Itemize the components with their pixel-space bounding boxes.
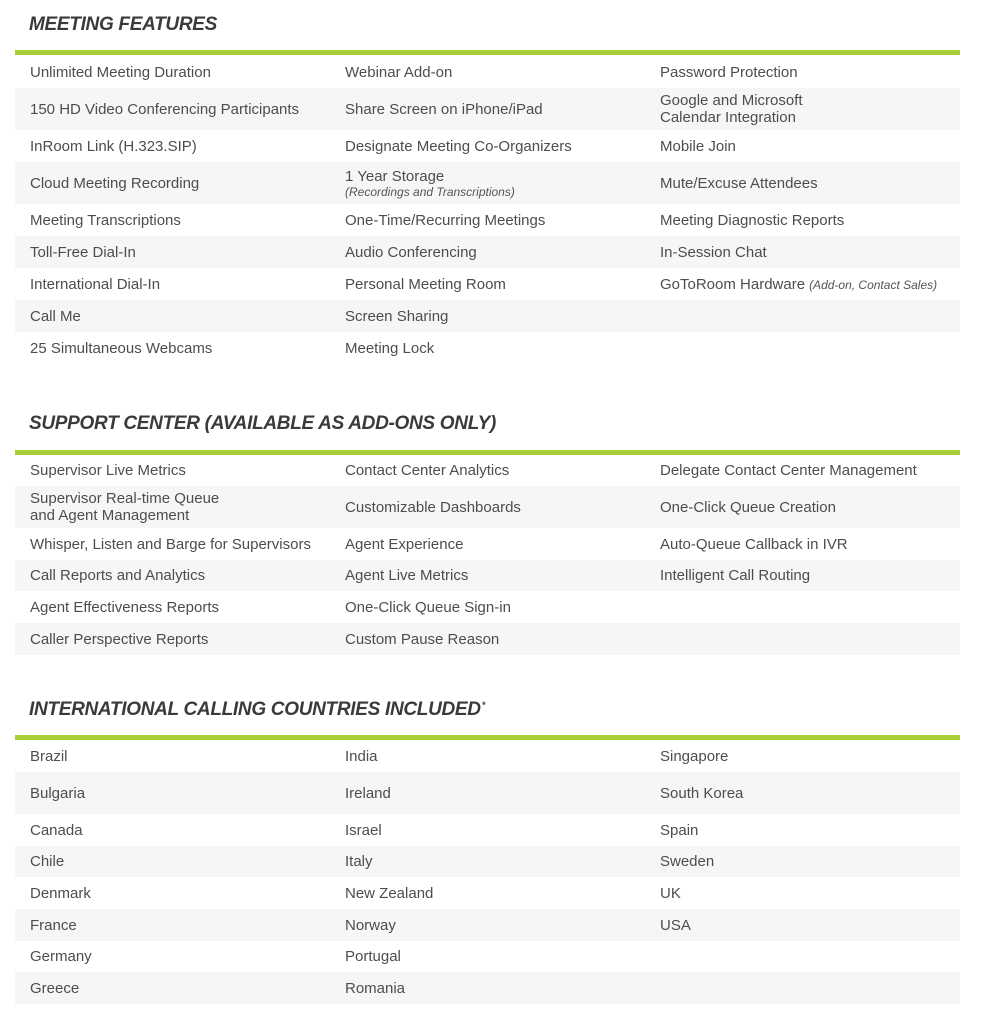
support-center-title: SUPPORT CENTER (AVAILABLE AS ADD-ONS ONLY) — [29, 413, 496, 434]
cell-text: Password Protection — [660, 63, 798, 81]
table-cell — [30, 877, 91, 909]
cell-text: Unlimited Meeting Duration — [30, 63, 211, 81]
table-row — [15, 268, 960, 300]
cell-text: Ireland — [345, 784, 391, 802]
cell-text: Share Screen on iPhone/iPad — [345, 100, 543, 118]
table-cell — [345, 528, 463, 560]
cell-text: Intelligent Call Routing — [660, 567, 811, 584]
table-cell — [660, 909, 691, 941]
table-row — [15, 623, 960, 655]
table-cell — [345, 130, 572, 162]
cell-text: Italy — [345, 853, 373, 870]
table-cell — [345, 268, 506, 300]
international-table — [15, 740, 960, 1004]
cell-inline-note: (Add-on, Contact Sales) — [809, 277, 938, 292]
cell-text: Customizable Dashboards — [345, 498, 521, 516]
cell-text: Denmark — [30, 884, 91, 902]
table-cell — [345, 300, 448, 332]
table-cell — [345, 877, 433, 909]
table-cell — [345, 236, 477, 268]
cell-text: Germany — [30, 948, 92, 965]
table-cell — [345, 623, 499, 655]
table-cell — [345, 772, 391, 814]
cell-text: Spain — [660, 821, 699, 839]
table-cell — [30, 528, 311, 560]
table-cell — [30, 236, 136, 268]
table-cell — [30, 560, 205, 591]
table-cell — [660, 236, 767, 268]
table-cell — [660, 88, 803, 130]
table-row — [15, 130, 960, 162]
cell-text: South Korea — [660, 784, 744, 802]
meeting-features-rule — [15, 50, 960, 55]
table-cell — [30, 591, 219, 623]
table-row — [15, 814, 960, 846]
footnote-mark: * — [481, 699, 485, 710]
cell-text: InRoom Link (H.323.SIP) — [30, 137, 197, 155]
cell-text: India — [345, 747, 378, 765]
table-row — [15, 846, 960, 877]
cell-text: Romania — [345, 979, 406, 997]
table-cell — [345, 88, 543, 130]
table-cell — [30, 941, 92, 972]
cell-text: Call Me — [30, 307, 81, 325]
cell-text: Whisper, Listen and Barge for Supervisors — [30, 535, 311, 553]
cell-text: Designate Meeting Co-Organizers — [345, 137, 572, 155]
table-row — [15, 528, 960, 560]
table-cell — [345, 560, 468, 591]
international-title — [29, 699, 485, 721]
table-cell — [660, 455, 917, 486]
table-cell — [660, 268, 937, 300]
cell-text: Cloud Meeting Recording — [30, 174, 200, 192]
meeting-features-table — [15, 56, 960, 364]
cell-text: Auto-Queue Callback in IVR — [660, 535, 848, 553]
table-row — [15, 88, 960, 130]
table-row — [15, 740, 960, 772]
cell-text: Chile — [30, 853, 65, 870]
table-cell — [30, 814, 83, 846]
table-cell — [345, 591, 511, 623]
cell-text: Personal Meeting Room — [345, 275, 506, 293]
cell-text: Webinar Add-on — [345, 63, 453, 81]
table-cell — [660, 560, 810, 591]
cell-text: Screen Sharing — [345, 307, 449, 325]
table-cell — [30, 162, 199, 204]
table-cell — [660, 740, 728, 772]
table-cell — [345, 486, 521, 528]
cell-text: One-Click Queue Sign-in — [345, 598, 511, 616]
cell-text: Meeting Diagnostic Reports — [660, 211, 845, 229]
cell-text: Supervisor Live Metrics — [30, 462, 186, 479]
table-cell — [660, 528, 848, 560]
cell-text: New Zealand — [345, 884, 434, 902]
table-cell — [30, 268, 160, 300]
cell-text: Meeting Lock — [345, 339, 435, 357]
table-row — [15, 486, 960, 528]
table-cell — [30, 455, 186, 486]
cell-text: One-Time/Recurring Meetings — [345, 211, 546, 229]
table-cell — [345, 909, 396, 941]
table-row — [15, 772, 960, 814]
table-row — [15, 877, 960, 909]
table-cell — [660, 814, 698, 846]
table-cell — [345, 162, 515, 204]
cell-text: Google and Microsoft — [660, 92, 803, 109]
cell-text: Agent Effectiveness Reports — [30, 598, 219, 616]
table-row — [15, 300, 960, 332]
table-cell — [345, 204, 545, 236]
table-row — [15, 909, 960, 941]
cell-note: (Recordings and Transcriptions) — [345, 184, 515, 199]
cell-text: Mobile Join — [660, 137, 736, 155]
cell-text: 150 HD Video Conferencing Participants — [30, 100, 300, 118]
table-cell — [30, 909, 77, 941]
cell-text: Meeting Transcriptions — [30, 211, 181, 229]
cell-text: GoToRoom Hardware — [660, 275, 806, 293]
cell-text: One-Click Queue Creation — [660, 498, 836, 516]
table-cell — [660, 204, 844, 236]
table-row — [15, 455, 960, 486]
table-row — [15, 332, 960, 364]
table-row — [15, 560, 960, 591]
cell-text: Caller Perspective Reports — [30, 630, 209, 648]
support-center-table — [15, 455, 960, 655]
table-row — [15, 591, 960, 623]
table-cell — [345, 56, 452, 88]
table-cell — [345, 846, 373, 877]
table-cell — [30, 772, 85, 814]
table-cell — [345, 740, 378, 772]
table-cell — [345, 941, 401, 972]
cell-text-line2: Calendar Integration — [660, 109, 796, 126]
table-cell — [30, 846, 64, 877]
table-cell — [660, 877, 681, 909]
table-row — [15, 236, 960, 268]
cell-text: Call Reports and Analytics — [30, 567, 206, 584]
cell-text: Israel — [345, 821, 382, 839]
cell-text: USA — [660, 916, 691, 934]
cell-text: Brazil — [30, 747, 68, 765]
cell-text: Canada — [30, 821, 83, 839]
cell-text-line2: and Agent Management — [30, 507, 190, 524]
cell-text: International Dial-In — [30, 275, 161, 293]
meeting-features-title: MEETING FEATURES — [29, 14, 218, 35]
cell-text: In-Session Chat — [660, 243, 767, 261]
table-cell — [660, 162, 818, 204]
cell-text: Portugal — [345, 948, 401, 965]
table-cell — [345, 332, 434, 364]
table-cell — [30, 56, 211, 88]
cell-text: France — [30, 916, 77, 934]
table-cell — [30, 130, 197, 162]
table-row — [15, 162, 960, 204]
table-cell — [660, 772, 743, 814]
table-cell — [345, 972, 405, 1004]
cell-text: Toll-Free Dial-In — [30, 243, 136, 261]
cell-text: Mute/Excuse Attendees — [660, 174, 818, 192]
table-row — [15, 56, 960, 88]
table-cell — [345, 455, 509, 486]
cell-text: Custom Pause Reason — [345, 630, 500, 648]
cell-text: Bulgaria — [30, 784, 86, 802]
table-row — [15, 204, 960, 236]
table-cell — [30, 300, 81, 332]
table-cell — [30, 972, 79, 1004]
table-cell — [30, 332, 212, 364]
table-cell — [30, 486, 219, 528]
cell-text: Contact Center Analytics — [345, 462, 510, 479]
cell-text: Agent Live Metrics — [345, 567, 469, 584]
table-row — [15, 941, 960, 972]
international-title-text: INTERNATIONAL CALLING COUNTRIES INCLUDED — [29, 699, 481, 720]
table-cell — [660, 56, 798, 88]
table-cell — [30, 623, 208, 655]
cell-text: Norway — [345, 916, 396, 934]
cell-text: Agent Experience — [345, 535, 464, 553]
cell-text: Greece — [30, 979, 80, 997]
cell-text: 25 Simultaneous Webcams — [30, 339, 213, 357]
cell-line — [660, 276, 937, 293]
cell-text: UK — [660, 884, 681, 902]
table-cell — [30, 88, 299, 130]
cell-text: Delegate Contact Center Management — [660, 462, 917, 479]
cell-text: Sweden — [660, 853, 715, 870]
table-cell — [30, 204, 181, 236]
table-cell — [30, 740, 68, 772]
table-cell — [345, 814, 382, 846]
cell-text: 1 Year Storage — [345, 167, 445, 185]
table-row — [15, 972, 960, 1004]
cell-text: Supervisor Real-time Queue — [30, 490, 220, 507]
table-cell — [660, 486, 836, 528]
table-cell — [660, 130, 736, 162]
table-cell — [660, 846, 714, 877]
cell-text: Singapore — [660, 747, 729, 765]
cell-text: Audio Conferencing — [345, 243, 477, 261]
